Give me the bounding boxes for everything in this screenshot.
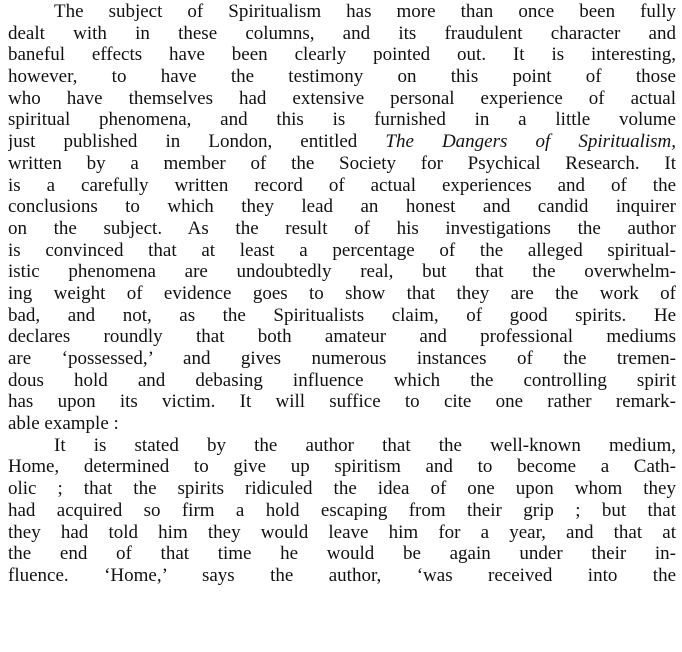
text-line: dous hold and debasing influence which the controlling spirit (8, 369, 676, 391)
text-line: who have themselves had extensive personal experience of actual (8, 87, 676, 109)
text-line: dealt with in these columns, and its fraudulent character and (8, 22, 676, 44)
text-line: has upon its victim. It will suffice to cite one rather remark- (8, 391, 676, 413)
text-segment: just published in London, entitled (8, 131, 386, 153)
text-line: declares roundly that both amateur and professional mediums (8, 326, 676, 348)
text-line: able example : (8, 413, 119, 435)
text-line: conclusions to which they lead an honest and candid inquirer (8, 196, 676, 218)
text-line: are ‘possessed,’ and gives numerous instances of the tremen- (8, 348, 676, 369)
text-line: they had told him they would leave him for a year, and that at (8, 521, 676, 543)
article-paragraph-2 (8, 435, 676, 587)
text-line: It is stated by the author that the well-known medium, (54, 434, 676, 456)
text-line: olic ; that the spirits ridiculed the idea of one upon whom they (8, 478, 676, 500)
text-line: the end of that time he would be again under their in- (8, 543, 676, 565)
text-line: is convinced that at least a percentage of the alleged spiritual- (8, 239, 676, 261)
book-title: The Dangers of Spiritualism, (385, 131, 676, 153)
text-line: however, to have the testimony on this point of those (8, 66, 676, 88)
text-line: on the subject. As the result of his investigations the author (8, 217, 676, 239)
text-line: istic phenomena are undoubtedly real, but that the overwhelm- (8, 261, 676, 283)
text-line: Home, determined to give up spiritism and to become a Cath- (8, 456, 676, 478)
text-line: had acquired so firm a hold escaping from their grip ; but that (8, 499, 676, 521)
text-line: fluence. ‘Home,’ says the author, ‘was received into the (8, 564, 676, 586)
text-line: bad, and not, as the Spiritualists claim, of good spirits. He (8, 304, 676, 326)
text-line: baneful effects have been clearly pointed out. It is interesting, (8, 44, 676, 66)
article-page (0, 1, 682, 652)
text-line: The subject of Spiritualism has more than once been fully (54, 1, 676, 22)
text-line-with-title (8, 131, 676, 153)
text-line: written by a member of the Society for Psychical Research. It (8, 152, 676, 174)
article-paragraph-1 (8, 1, 676, 435)
text-line: is a carefully written record of actual experiences and of the (8, 174, 676, 196)
text-line: ing weight of evidence goes to show that they are the work of (8, 282, 676, 304)
text-line: spiritual phenomena, and this is furnished in a little volume (8, 109, 676, 131)
